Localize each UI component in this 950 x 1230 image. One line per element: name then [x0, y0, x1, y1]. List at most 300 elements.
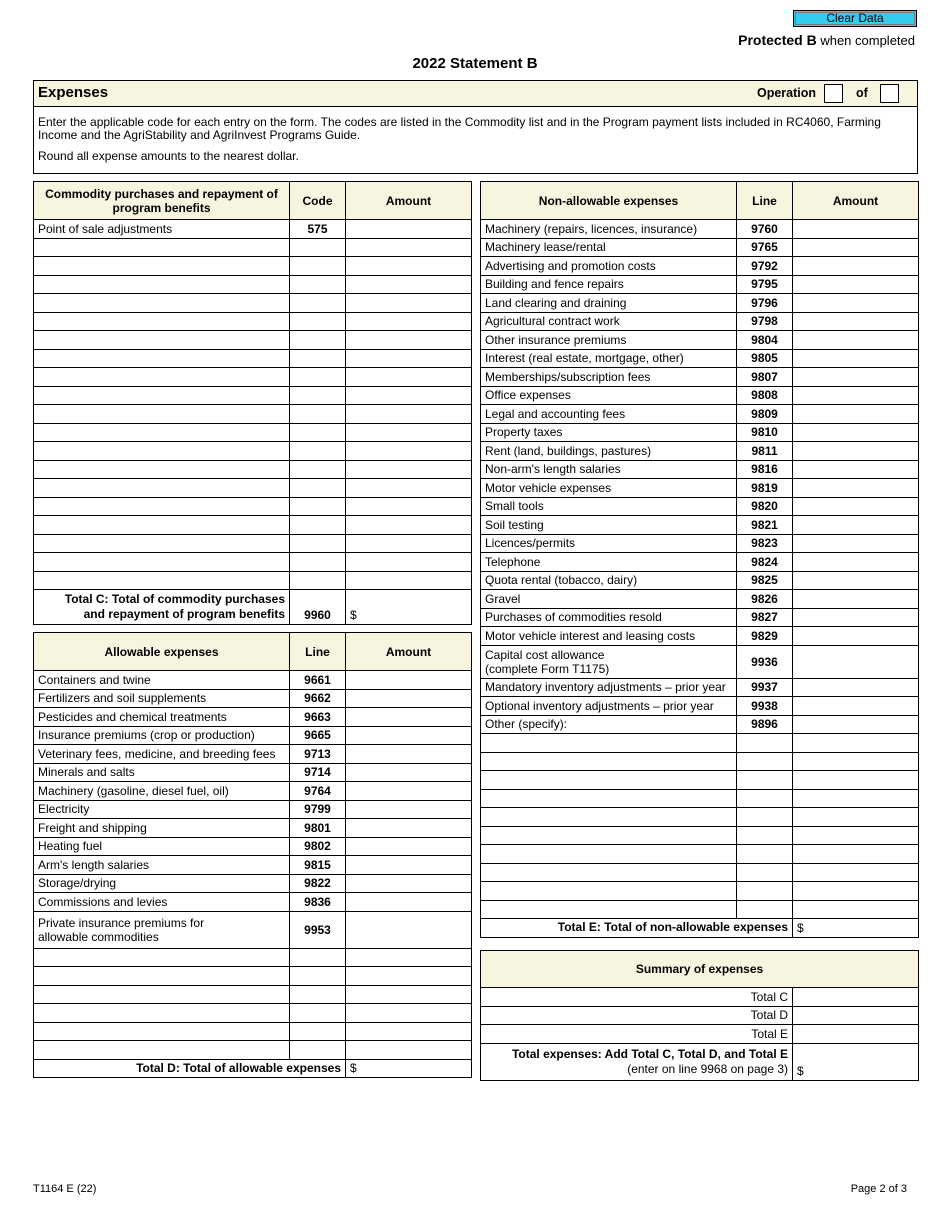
expense-desc-cell: Rent (land, buildings, pastures): [481, 442, 737, 461]
entry-code-field[interactable]: [290, 497, 346, 516]
private-insurance-line1: Private insurance premiums for: [38, 915, 205, 930]
entry-code-field[interactable]: [290, 1041, 346, 1060]
entry-code-field[interactable]: [290, 479, 346, 498]
line-code-cell: 9809: [737, 405, 793, 424]
entry-amount-field[interactable]: [793, 900, 919, 919]
entry-code-field[interactable]: [290, 442, 346, 461]
summary-of-expenses-table: [480, 950, 919, 1081]
private-insurance-amount-field[interactable]: [346, 911, 472, 948]
entry-code-field[interactable]: [737, 900, 793, 919]
entry-code-field[interactable]: [737, 863, 793, 882]
summary-total-d-field[interactable]: [793, 1006, 919, 1025]
blank-entry-row: [481, 734, 919, 753]
entry-desc-field[interactable]: [34, 312, 290, 331]
entry-code-field[interactable]: [290, 257, 346, 276]
expense-desc-cell: Purchases of commodities resold: [481, 608, 737, 627]
dollar-sign: $: [797, 1063, 804, 1078]
table-row: [481, 349, 919, 368]
line-code-cell: 9801: [290, 819, 346, 838]
summary-total-c-field[interactable]: [793, 988, 919, 1007]
entry-desc-field[interactable]: [34, 275, 290, 294]
blank-entry-row: [34, 553, 472, 572]
entry-amount-field[interactable]: [346, 571, 472, 590]
table-row: [481, 479, 919, 498]
line-code-cell: 9825: [737, 571, 793, 590]
rounding-instruction: Round all expense amounts to the nearest dollar.: [38, 149, 299, 163]
expense-desc-cell: Electricity: [34, 800, 290, 819]
expense-desc-cell: Motor vehicle expenses: [481, 479, 737, 498]
entry-desc-field[interactable]: [34, 238, 290, 257]
protected-notice: [738, 32, 915, 48]
table-row: [481, 627, 919, 646]
total-c-amount-field[interactable]: [346, 590, 472, 625]
amount-field[interactable]: [793, 571, 919, 590]
entry-amount-field[interactable]: [346, 497, 472, 516]
table-row: [34, 837, 472, 856]
summary-total-c-label: Total C: [481, 988, 793, 1007]
operation-label: Operation: [757, 86, 817, 100]
amount-field[interactable]: [346, 782, 472, 801]
blank-entry-row: [34, 516, 472, 535]
entry-amount-field[interactable]: [346, 238, 472, 257]
entry-amount-field[interactable]: [346, 1022, 472, 1041]
expense-desc-cell: Storage/drying: [34, 874, 290, 893]
entry-code-field[interactable]: [290, 275, 346, 294]
expense-desc-cell: Legal and accounting fees: [481, 405, 737, 424]
entry-amount-field[interactable]: [793, 752, 919, 771]
amount-field[interactable]: [793, 368, 919, 387]
amount-field[interactable]: [793, 294, 919, 313]
amount-field[interactable]: [793, 423, 919, 442]
amount-field[interactable]: [346, 726, 472, 745]
entry-code-field[interactable]: [737, 882, 793, 901]
entry-desc-field[interactable]: [34, 479, 290, 498]
line-code-cell: 9765: [737, 238, 793, 257]
line-code-cell: 9820: [737, 497, 793, 516]
entry-desc-field[interactable]: [34, 967, 290, 986]
amount-field[interactable]: [346, 874, 472, 893]
amount-field[interactable]: [793, 386, 919, 405]
total-e-amount-field[interactable]: [793, 919, 919, 938]
entry-amount-field[interactable]: [346, 257, 472, 276]
entry-amount-field[interactable]: [793, 734, 919, 753]
amount-field[interactable]: [793, 257, 919, 276]
entry-code-field[interactable]: [290, 460, 346, 479]
entry-code-field[interactable]: [290, 948, 346, 967]
line-code-cell: 9826: [737, 590, 793, 609]
summary-row-e: [481, 1025, 919, 1044]
line-code-cell: 9665: [290, 726, 346, 745]
blank-entry-row: [34, 479, 472, 498]
table-row: [34, 911, 472, 948]
entry-amount-field[interactable]: [346, 967, 472, 986]
grand-total-label: [481, 1043, 793, 1080]
operation-of-label: of: [856, 86, 868, 100]
cca-line2: (complete Form T1175): [485, 661, 610, 676]
entry-desc-field[interactable]: [481, 882, 737, 901]
line-code-cell: 9821: [737, 516, 793, 535]
expenses-header: [34, 81, 917, 107]
entry-amount-field[interactable]: [793, 808, 919, 827]
entry-amount-field[interactable]: [346, 948, 472, 967]
entry-amount-field[interactable]: [346, 368, 472, 387]
line-code-cell: 9792: [737, 257, 793, 276]
commodity-desc-header: Commodity purchases and repayment of program benefits: [34, 182, 290, 220]
summary-title: Summary of expenses: [481, 951, 919, 988]
entry-code-field[interactable]: [290, 1004, 346, 1023]
entry-amount-field[interactable]: [346, 386, 472, 405]
amount-field[interactable]: [346, 763, 472, 782]
expense-desc-cell: Machinery (gasoline, diesel fuel, oil): [34, 782, 290, 801]
table-row: [481, 571, 919, 590]
entry-desc-field[interactable]: [34, 1041, 290, 1060]
amount-field[interactable]: [793, 627, 919, 646]
entry-amount-field[interactable]: [346, 423, 472, 442]
line-code-cell: 9663: [290, 708, 346, 727]
amount-field[interactable]: [346, 708, 472, 727]
nonallowable-amount-header: Amount: [793, 182, 919, 220]
entry-amount-field[interactable]: [346, 985, 472, 1004]
expense-desc-cell: Containers and twine: [34, 671, 290, 690]
summary-total-e-field[interactable]: [793, 1025, 919, 1044]
entry-desc-field[interactable]: [34, 460, 290, 479]
cca-line1: Capital cost allowance: [485, 647, 605, 662]
blank-entry-row: [481, 882, 919, 901]
total-d-amount-field[interactable]: [346, 1059, 472, 1078]
blank-entry-row: [34, 948, 472, 967]
entry-amount-field[interactable]: [346, 516, 472, 535]
amount-field[interactable]: [793, 275, 919, 294]
line-code-cell: 9714: [290, 763, 346, 782]
entry-code-field[interactable]: [290, 423, 346, 442]
table-row: [481, 590, 919, 609]
line-code-cell: 9798: [737, 312, 793, 331]
blank-entry-row: [34, 368, 472, 387]
entry-amount-field[interactable]: [346, 405, 472, 424]
blank-entry-row: [34, 386, 472, 405]
table-row: [34, 726, 472, 745]
entry-code-field[interactable]: [290, 985, 346, 1004]
expense-desc-cell: Quota rental (tobacco, dairy): [481, 571, 737, 590]
amount-field[interactable]: [793, 331, 919, 350]
entry-desc-field[interactable]: [481, 826, 737, 845]
entry-desc-field[interactable]: [481, 752, 737, 771]
line-code-cell: 9661: [290, 671, 346, 690]
operation-number-field[interactable]: [824, 84, 843, 103]
entry-desc-field[interactable]: [34, 442, 290, 461]
entry-code-field[interactable]: [290, 571, 346, 590]
cca-amount-field[interactable]: [793, 645, 919, 678]
summary-total-d-label: Total D: [481, 1006, 793, 1025]
expense-desc-cell: Telephone: [481, 553, 737, 572]
entry-code-field[interactable]: [290, 349, 346, 368]
grand-total-amount-field[interactable]: [793, 1043, 919, 1080]
entry-desc-field[interactable]: [34, 423, 290, 442]
table-row: [481, 220, 919, 239]
line-code-cell: 9816: [737, 460, 793, 479]
blank-entry-row: [481, 826, 919, 845]
table-row: [481, 645, 919, 678]
amount-field[interactable]: [793, 312, 919, 331]
table-row: [481, 257, 919, 276]
commodity-amount-header: Amount: [346, 182, 472, 220]
nonallowable-desc-header: Non-allowable expenses: [481, 182, 737, 220]
expense-desc-cell: Gravel: [481, 590, 737, 609]
commodity-code-header: Code: [290, 182, 346, 220]
table-row: [481, 423, 919, 442]
entry-code-field[interactable]: [290, 405, 346, 424]
entry-desc-field[interactable]: [481, 845, 737, 864]
line-code-cell: 9815: [290, 856, 346, 875]
summary-row-d: [481, 1006, 919, 1025]
amount-field[interactable]: [793, 697, 919, 716]
table-row: [481, 516, 919, 535]
blank-entry-row: [34, 967, 472, 986]
expense-desc-cell: Arm's length salaries: [34, 856, 290, 875]
table-row: [481, 608, 919, 627]
amount-field[interactable]: [346, 837, 472, 856]
entry-code-field[interactable]: [290, 1022, 346, 1041]
entry-amount-field[interactable]: [346, 331, 472, 350]
expenses-section: [33, 80, 918, 174]
entry-code-field[interactable]: [290, 331, 346, 350]
entry-desc-field[interactable]: [34, 1004, 290, 1023]
amount-field[interactable]: [793, 349, 919, 368]
entry-amount-field[interactable]: [793, 771, 919, 790]
amount-field[interactable]: [793, 516, 919, 535]
blank-entry-row: [34, 331, 472, 350]
entry-desc-field[interactable]: [34, 571, 290, 590]
summary-total-e-label: Total E: [481, 1025, 793, 1044]
entry-desc-field[interactable]: [481, 808, 737, 827]
amount-field[interactable]: [346, 745, 472, 764]
entry-desc-field[interactable]: [34, 257, 290, 276]
entry-desc-field[interactable]: [34, 1022, 290, 1041]
entry-desc-field[interactable]: [481, 900, 737, 919]
entry-desc-field[interactable]: [34, 553, 290, 572]
expense-desc-cell: Non-arm's length salaries: [481, 460, 737, 479]
entry-code-field[interactable]: [290, 294, 346, 313]
blank-entry-row: [481, 808, 919, 827]
amount-field[interactable]: [793, 497, 919, 516]
line-code-cell: 9804: [737, 331, 793, 350]
table-row: [34, 782, 472, 801]
amount-field[interactable]: [346, 819, 472, 838]
commodity-amount-field[interactable]: [346, 220, 472, 239]
entry-code-field[interactable]: [290, 516, 346, 535]
table-row: [34, 689, 472, 708]
protected-label: Protected B: [738, 32, 817, 48]
entry-desc-field[interactable]: [34, 534, 290, 553]
amount-field[interactable]: [793, 479, 919, 498]
entry-amount-field[interactable]: [346, 1041, 472, 1060]
amount-field[interactable]: [793, 678, 919, 697]
nonallowable-line-header: Line: [737, 182, 793, 220]
expense-desc-cell: Soil testing: [481, 516, 737, 535]
line-code-cell: 9802: [290, 837, 346, 856]
grand-total-line1: Total expenses: Add Total C, Total D, and Total E: [511, 1046, 788, 1061]
entry-desc-field[interactable]: [34, 386, 290, 405]
page-title: 2022 Statement B: [412, 55, 538, 72]
entry-code-field[interactable]: [737, 826, 793, 845]
line-code-cell: 9824: [737, 553, 793, 572]
table-row: [481, 405, 919, 424]
table-row: [34, 763, 472, 782]
entry-code-field[interactable]: [290, 967, 346, 986]
expense-desc-cell: Other (specify):: [481, 715, 737, 734]
entry-desc-field[interactable]: [481, 771, 737, 790]
line-code-cell: 9822: [290, 874, 346, 893]
total-c-row: [34, 590, 472, 625]
amount-field[interactable]: [793, 715, 919, 734]
entry-amount-field[interactable]: [793, 789, 919, 808]
blank-entry-row: [34, 349, 472, 368]
amount-field[interactable]: [793, 608, 919, 627]
entry-code-field[interactable]: [290, 553, 346, 572]
blank-entry-row: [34, 423, 472, 442]
line-code-cell: 9713: [290, 745, 346, 764]
total-c-line1: Total C: Total of commodity purchases: [64, 592, 285, 606]
amount-field[interactable]: [346, 893, 472, 912]
table-row: [481, 294, 919, 313]
table-row: [34, 220, 472, 239]
expense-desc-cell: Insurance premiums (crop or production): [34, 726, 290, 745]
commodity-desc-cell: Point of sale adjustments: [34, 220, 290, 239]
entry-code-field[interactable]: [737, 771, 793, 790]
non-allowable-expenses-table: [480, 181, 919, 938]
table-row: [481, 553, 919, 572]
allowable-desc-header: Allowable expenses: [34, 633, 290, 671]
amount-field[interactable]: [346, 800, 472, 819]
table-row: [481, 715, 919, 734]
entry-amount-field[interactable]: [346, 534, 472, 553]
blank-entry-row: [34, 275, 472, 294]
amount-field[interactable]: [346, 689, 472, 708]
entry-amount-field[interactable]: [346, 1004, 472, 1023]
commodity-code-cell: 575: [290, 220, 346, 239]
entry-desc-field[interactable]: [34, 516, 290, 535]
line-code-cell: 9760: [737, 220, 793, 239]
table-row: [481, 460, 919, 479]
entry-desc-field[interactable]: [481, 789, 737, 808]
entry-code-field[interactable]: [737, 808, 793, 827]
clear-data-button[interactable]: Clear Data: [793, 10, 917, 27]
amount-field[interactable]: [793, 220, 919, 239]
amount-field[interactable]: [346, 671, 472, 690]
table-row: [481, 238, 919, 257]
expense-desc-cell: Heating fuel: [34, 837, 290, 856]
expenses-title: Expenses: [38, 84, 109, 101]
amount-field[interactable]: [793, 238, 919, 257]
entry-desc-field[interactable]: [34, 349, 290, 368]
entry-code-field[interactable]: [737, 734, 793, 753]
entry-amount-field[interactable]: [346, 479, 472, 498]
entry-code-field[interactable]: [290, 534, 346, 553]
entry-amount-field[interactable]: [346, 294, 472, 313]
table-row: [481, 386, 919, 405]
expense-desc-cell: Small tools: [481, 497, 737, 516]
blank-entry-row: [481, 752, 919, 771]
total-c-label: [34, 590, 290, 625]
entry-desc-field[interactable]: [34, 948, 290, 967]
amount-field[interactable]: [793, 590, 919, 609]
amount-field[interactable]: [793, 405, 919, 424]
entry-amount-field[interactable]: [346, 349, 472, 368]
private-insurance-code: 9953: [290, 911, 346, 948]
line-code-cell: 9807: [737, 368, 793, 387]
expense-desc-cell: Office expenses: [481, 386, 737, 405]
allowable-amount-header: Amount: [346, 633, 472, 671]
amount-field[interactable]: [346, 856, 472, 875]
line-code-cell: 9799: [290, 800, 346, 819]
private-insurance-desc: [34, 911, 290, 948]
entry-desc-field[interactable]: [34, 368, 290, 387]
entry-amount-field[interactable]: [346, 275, 472, 294]
entry-amount-field[interactable]: [346, 442, 472, 461]
entry-amount-field[interactable]: [793, 826, 919, 845]
entry-desc-field[interactable]: [34, 331, 290, 350]
entry-code-field[interactable]: [290, 368, 346, 387]
cca-code: 9936: [737, 645, 793, 678]
table-row: [34, 874, 472, 893]
entry-amount-field[interactable]: [793, 845, 919, 864]
blank-entry-row: [34, 405, 472, 424]
entry-desc-field[interactable]: [34, 405, 290, 424]
total-c-code: 9960: [290, 590, 346, 625]
entry-code-field[interactable]: [290, 386, 346, 405]
blank-entry-row: [481, 900, 919, 919]
table-row: [481, 534, 919, 553]
entry-code-field[interactable]: [290, 312, 346, 331]
entry-desc-field[interactable]: [481, 734, 737, 753]
entry-desc-field[interactable]: [34, 985, 290, 1004]
entry-desc-field[interactable]: [481, 863, 737, 882]
amount-field[interactable]: [793, 553, 919, 572]
entry-desc-field[interactable]: [34, 294, 290, 313]
expense-desc-cell: Machinery (repairs, licences, insurance): [481, 220, 737, 239]
entry-amount-field[interactable]: [793, 863, 919, 882]
amount-field[interactable]: [793, 460, 919, 479]
line-code-cell: 9764: [290, 782, 346, 801]
line-code-cell: 9937: [737, 678, 793, 697]
table-row: [34, 893, 472, 912]
expense-desc-cell: Minerals and salts: [34, 763, 290, 782]
expense-desc-cell: Commissions and levies: [34, 893, 290, 912]
amount-field[interactable]: [793, 442, 919, 461]
entry-code-field[interactable]: [737, 845, 793, 864]
expense-desc-cell: Advertising and promotion costs: [481, 257, 737, 276]
entry-amount-field[interactable]: [346, 460, 472, 479]
entry-amount-field[interactable]: [793, 882, 919, 901]
entry-desc-field[interactable]: [34, 497, 290, 516]
operation-total-field[interactable]: [880, 84, 899, 103]
expense-desc-cell: Building and fence repairs: [481, 275, 737, 294]
entry-amount-field[interactable]: [346, 312, 472, 331]
grand-total-line2: (enter on line 9968 on page 3): [627, 1061, 788, 1076]
entry-code-field[interactable]: [737, 752, 793, 771]
table-row: [481, 697, 919, 716]
entry-amount-field[interactable]: [346, 553, 472, 572]
amount-field[interactable]: [793, 534, 919, 553]
blank-entry-row: [481, 845, 919, 864]
blank-entry-row: [481, 771, 919, 790]
entry-code-field[interactable]: [290, 238, 346, 257]
blank-entry-row: [34, 534, 472, 553]
expense-desc-cell: Agricultural contract work: [481, 312, 737, 331]
total-e-row: [481, 919, 919, 938]
entry-code-field[interactable]: [737, 789, 793, 808]
line-code-cell: 9811: [737, 442, 793, 461]
